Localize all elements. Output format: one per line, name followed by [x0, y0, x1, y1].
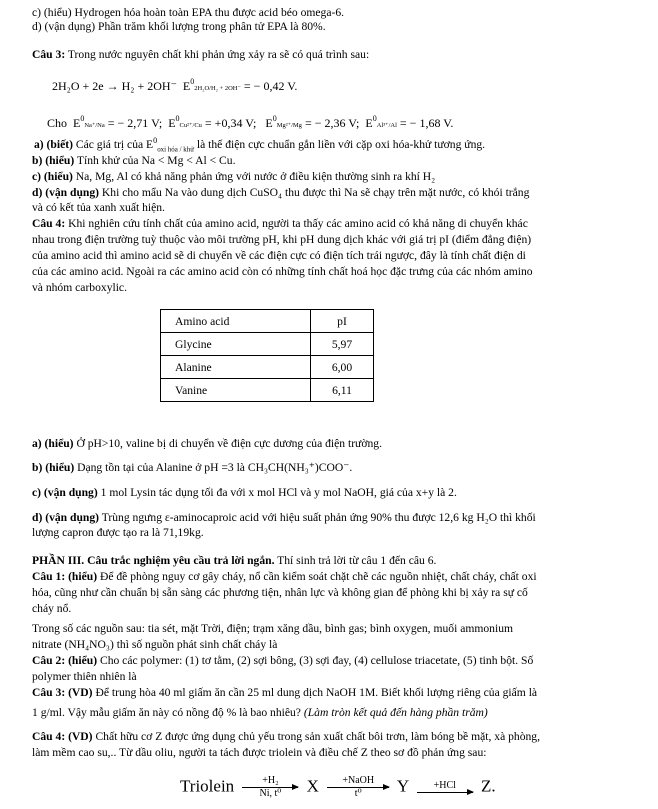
s4-line1: Câu 4: (VD) Chất hữu cơ Z được ứng dụng chủ yếu trong sản xuất chất bôi trơn, làm bóng bề mặt, xà phòng, — [32, 730, 540, 743]
q4-p4: của các amino acid. Ngoài ra các amino acid còn có những tính chất hoá học đặc trưng của các nhóm amino — [32, 265, 533, 278]
s1-line3: cháy nổ. — [32, 602, 72, 615]
q4-p5: và nhóm carboxylic. — [32, 281, 127, 294]
arrow-1: $\frac{\text{+H₂}}{\text{Ni, t⁰}}$ — [242, 776, 298, 799]
scheme-start: Triolein — [180, 776, 235, 796]
line-c: c) (hiểu) Hydrogen hóa hoàn toàn EPA thu được acid béo omega-6. — [32, 6, 345, 19]
s3-line2: 1 g/ml. Vậy mẫu giấm ăn này có nồng độ % là bao nhiêu? (Làm tròn kết quả đến hàng phần trăm) — [32, 706, 488, 719]
s2-line1: Câu 2: (hiểu) Cho các polymer: (1) tơ tằm, (2) sợi bông, (3) sợi đay, (4) cellulose triacetate, (5) tinh bột. Số — [32, 654, 534, 667]
s4-line2: làm mềm cao su,.. Từ dầu oliu, người ta tách được triolein và điều chế Z theo sơ đồ phản ứng sau: — [32, 746, 487, 759]
q4-p2: nhau trong điện trường tuỳ thuộc vào môi trường pH, khi pH dung dịch khác với giá trị pI (điểm đẳng điện) — [32, 233, 532, 246]
table-header: pI — [311, 310, 374, 333]
q3-d: d) (vận dụng) Khi cho mẩu Na vào dung dịch CuSO₄ thu được thì Na sẽ chạy trên mặt nước, có khói trắng — [32, 186, 530, 199]
reaction-scheme — [180, 776, 496, 799]
arrow-3: +HCl — [417, 781, 473, 794]
s1-line1: Câu 1: (hiểu) Để đề phòng nguy cơ gây cháy, nổ cần kiểm soát chặt chẽ các nguồn nhiệt, chất cháy, chất oxi — [32, 570, 537, 583]
q3-b: b) (hiểu) Tính khử của Na < Mg < Al < Cu. — [32, 154, 236, 167]
line-d: d) (vận dụng) Phần trăm khối lượng trong phân tử EPA là 80%. — [32, 20, 326, 33]
s1-line2: hóa, cũng như cần chuẩn bị sẵn sàng các phương tiện, nhân lực và không gian để phòng khi bị xảy ra sự cố — [32, 586, 528, 599]
arrow-2: +NaOH t⁰ — [327, 776, 389, 799]
q4-d-cont: lượng capron được tạo ra là 71,19kg. — [32, 526, 204, 539]
table-row — [161, 379, 374, 402]
q3-a: a) (biết) Các giá trị của $E^0_{oxi hóa / khử}$ là thế điện cực chuẩn gắn liền với cặp oxi hóa-khử tương ứng. — [34, 136, 486, 154]
pi-table — [160, 309, 374, 402]
q4-p3: của amino acid thì amino acid sẽ di chuyển về các điện cực có điện tích trái ngược, đây là tính chất điện di — [32, 249, 526, 262]
table-cell: 6,00 — [311, 356, 374, 379]
table-cell: 6,11 — [311, 379, 374, 402]
q3-heading: Câu 3: Trong nước nguyên chất khi phản ứng xảy ra sẽ có quá trình sau: — [32, 48, 370, 61]
s2-line2: polymer thiên nhiên là — [32, 670, 137, 683]
table-row — [161, 333, 374, 356]
part3-heading: PHẦN III. Câu trắc nghiệm yêu cầu trả lời ngắn. Thí sinh trả lời từ câu 1 đến câu 6. — [32, 554, 437, 567]
table-header-row — [161, 310, 374, 333]
q4-c: c) (vận dụng) 1 mol Lysin tác dụng tối đa với x mol HCl và y mol NaOH, giá của x+y là 2. — [32, 486, 457, 499]
q3-equation: 2H₂O + 2e → H₂ + 2OH⁻ $E^02H_2O/H_2 + 2OH^-$ = − 0,42 V. — [52, 77, 298, 93]
s1-line5: nitrate (NH₄NO₃) thì số nguồn phát sinh chất cháy là — [32, 638, 278, 651]
scheme-z: Z. — [480, 776, 496, 796]
table-cell: Glycine — [161, 333, 311, 356]
scheme-y: Y — [396, 776, 409, 796]
table-row — [161, 356, 374, 379]
s1-line4: Trong số các nguồn sau: tia sét, mặt Trời, điện; trạm xăng dầu, bình gas; bình oxygen, muối ammonium — [32, 622, 514, 635]
q3-potentials: Cho $E^0Na^+/Na$ = − 2,71 V; $E^0Cu^{2+}/Cu = +0,34$ V; $E^0Mg^{2+}/Mg$ = − 2,36 V; $E^0Al^{3+}/Al$ = − 1,68 V. — [47, 114, 454, 130]
q4-d: d) (vận dụng) Trùng ngưng ε-aminocaproic acid với hiệu suất phản ứng 90% thu được 12,6 kg H₂O thì khối — [32, 511, 536, 524]
table-cell: Vanine — [161, 379, 311, 402]
q4-b: b) (hiểu) Dạng tồn tại của Alanine ở pH =3 là CH₃CH(NH₃⁺)COO⁻. — [32, 461, 353, 474]
q4-heading: Câu 4: Khi nghiên cứu tính chất của amino acid, người ta thấy các amino acid có khả năng di chuyển khác — [32, 217, 528, 230]
q3-d-cont: và có kết tủa xanh xuất hiện. — [32, 201, 165, 214]
table-cell: Alanine — [161, 356, 311, 379]
table-cell: 5,97 — [311, 333, 374, 356]
table-header: Amino acid — [161, 310, 311, 333]
q4-a: a) (hiểu) Ở pH>10, valine bị di chuyển về điện cực dương của điện trường. — [32, 437, 382, 450]
s3-line1: Câu 3: (VD) Để trung hòa 40 ml giấm ăn cần 25 ml dung dịch NaOH 1M. Biết khối lượng riêng của giấm là — [32, 686, 538, 699]
scheme-x: X — [306, 776, 319, 796]
q3-c: c) (hiểu) Na, Mg, Al có khả năng phản ứng với nước ở điều kiện thường sinh ra khí H₂ — [32, 170, 436, 183]
